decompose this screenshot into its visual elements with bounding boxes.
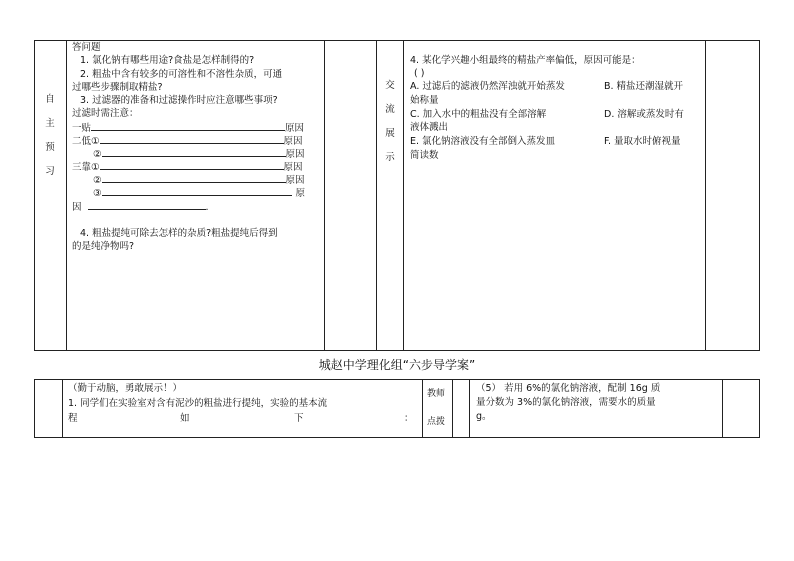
fill-row-sankao-2 xyxy=(93,173,305,187)
fill-suffix: 原因 xyxy=(283,162,303,173)
question-5-end: g。 xyxy=(476,411,492,422)
question-4-cont: 的是纯净物吗? xyxy=(72,241,135,252)
fill-number: ① xyxy=(91,162,100,173)
question-1: 1. 氯化钠有哪些用途?食盐是怎样制得的? xyxy=(80,55,255,66)
upper-col-divider-3 xyxy=(376,40,377,351)
fill-row-yitie xyxy=(72,121,304,135)
fill-number: ③ xyxy=(93,188,102,199)
lower-col-divider-5 xyxy=(722,379,723,438)
fill-suffix: 原因 xyxy=(285,123,305,134)
question-5-cont: 量分数为 3%的氯化钠溶液，需要水的质量 xyxy=(476,397,656,408)
fill-blank[interactable] xyxy=(102,186,292,196)
upper-col-divider-1 xyxy=(66,40,67,351)
question-4: 4. 粗盐提纯可除去怎样的杂质?粗盐提纯后得到 xyxy=(80,228,278,239)
fill-suffix: 原 xyxy=(295,188,306,199)
fill-row-yin: 因 . xyxy=(72,202,209,213)
upper-col-divider-5 xyxy=(705,40,706,351)
upper-table-bottom-border xyxy=(34,350,759,351)
fill-number: ② xyxy=(93,175,102,186)
fill-row-sankao-3 xyxy=(93,186,305,200)
answer-paren: ( ) xyxy=(414,68,425,79)
option-d-cont: 液体溅出 xyxy=(410,122,449,133)
header-char: 习 xyxy=(45,166,55,177)
fill-label: 三靠 xyxy=(72,162,92,173)
upper-col-divider-2 xyxy=(324,40,325,351)
fill-blank[interactable] xyxy=(102,147,286,157)
header-char: 预 xyxy=(45,142,55,153)
header-char: 交 xyxy=(385,80,395,91)
page-title: 城赵中学理化组“六步导学案” xyxy=(318,358,476,372)
option-b-cont: 始称量 xyxy=(410,95,439,106)
spaced-char: 下 xyxy=(294,413,304,424)
header-char: 示 xyxy=(385,152,395,163)
option-f-cont: 简读数 xyxy=(410,150,439,161)
option-b: B. 精盐还潮湿就开 xyxy=(604,81,684,92)
option-f: F. 量取水时俯视量 xyxy=(604,136,681,147)
question-1-lower: 1. 同学们在实验室对含有泥沙的粗盐进行提纯，实验的基本流 xyxy=(68,398,328,409)
option-c: C. 加入水中的粗盐没有全部溶解 xyxy=(410,109,547,120)
header-char: 自 xyxy=(45,94,55,105)
option-e: E. 氯化钠溶液没有全部倒入蒸发皿 xyxy=(410,136,556,147)
teacher-label: 教师 xyxy=(427,389,446,399)
header-char: 流 xyxy=(385,104,395,115)
exchange-show-header xyxy=(383,80,397,176)
lower-col-divider-4 xyxy=(469,379,470,438)
question-2-cont: 过哪些步骤制取精盐? xyxy=(72,82,163,93)
fill-number: ② xyxy=(93,149,102,160)
fill-blank[interactable] xyxy=(100,134,284,144)
lower-table-left-border xyxy=(34,379,35,438)
question-text: 答问题 xyxy=(72,42,101,53)
lower-table-top-border xyxy=(34,379,759,380)
fill-label: 一贴 xyxy=(72,123,92,134)
fill-suffix: 原因 xyxy=(283,136,303,147)
upper-table-right-border xyxy=(759,40,760,351)
spaced-char: ： xyxy=(404,413,414,424)
fill-blank[interactable] xyxy=(100,160,284,170)
lower-col-divider-2 xyxy=(422,379,423,438)
fill-label: 因 xyxy=(72,202,82,213)
lower-table-bottom-border xyxy=(34,437,759,438)
spaced-char: 程 xyxy=(68,413,78,424)
fill-label: 二低 xyxy=(72,136,92,147)
guidance-label: 点拨 xyxy=(427,417,446,427)
fill-blank[interactable] xyxy=(102,173,286,183)
option-a: A. 过滤后的滤液仍然浑浊就开始蒸发 xyxy=(410,81,565,92)
motto-text: （勤于动脑，勇敢展示！） xyxy=(68,383,183,394)
fill-suffix: 原因 xyxy=(285,149,305,160)
lower-col-divider-3 xyxy=(452,379,453,438)
fill-blank[interactable] xyxy=(88,200,206,210)
right-question-4: 4. 某化学兴趣小组最终的精盐产率偏低，原因可能是： xyxy=(410,55,641,66)
lower-col-divider-1 xyxy=(62,379,63,438)
fill-number: ① xyxy=(91,136,100,147)
spaced-char: 如 xyxy=(180,413,190,424)
question-2: 2. 粗盐中含有较多的可溶性和不溶性杂质，可通 xyxy=(80,69,283,80)
lower-table-right-border xyxy=(759,379,760,438)
upper-col-divider-4 xyxy=(403,40,404,351)
question-3: 3. 过滤器的准备和过滤操作时应注意哪些事项? xyxy=(80,95,278,106)
upper-table-top-border xyxy=(34,40,759,41)
fill-blank[interactable] xyxy=(91,121,285,131)
self-study-header xyxy=(43,94,57,190)
question-3-cont: 过滤时需注意： xyxy=(72,108,139,119)
header-char: 主 xyxy=(45,118,55,129)
upper-table-left-border xyxy=(34,40,35,351)
fill-row-sankao-1 xyxy=(72,160,303,174)
header-char: 展 xyxy=(385,128,395,139)
fill-row-erdi-1 xyxy=(72,134,303,148)
question-5: （5） 若用 6%的氯化钠溶液，配制 16g 质 xyxy=(476,383,661,394)
option-d: D. 溶解或蒸发时有 xyxy=(604,109,684,120)
fill-suffix: 原因 xyxy=(285,175,305,186)
fill-row-erdi-2 xyxy=(93,147,305,161)
